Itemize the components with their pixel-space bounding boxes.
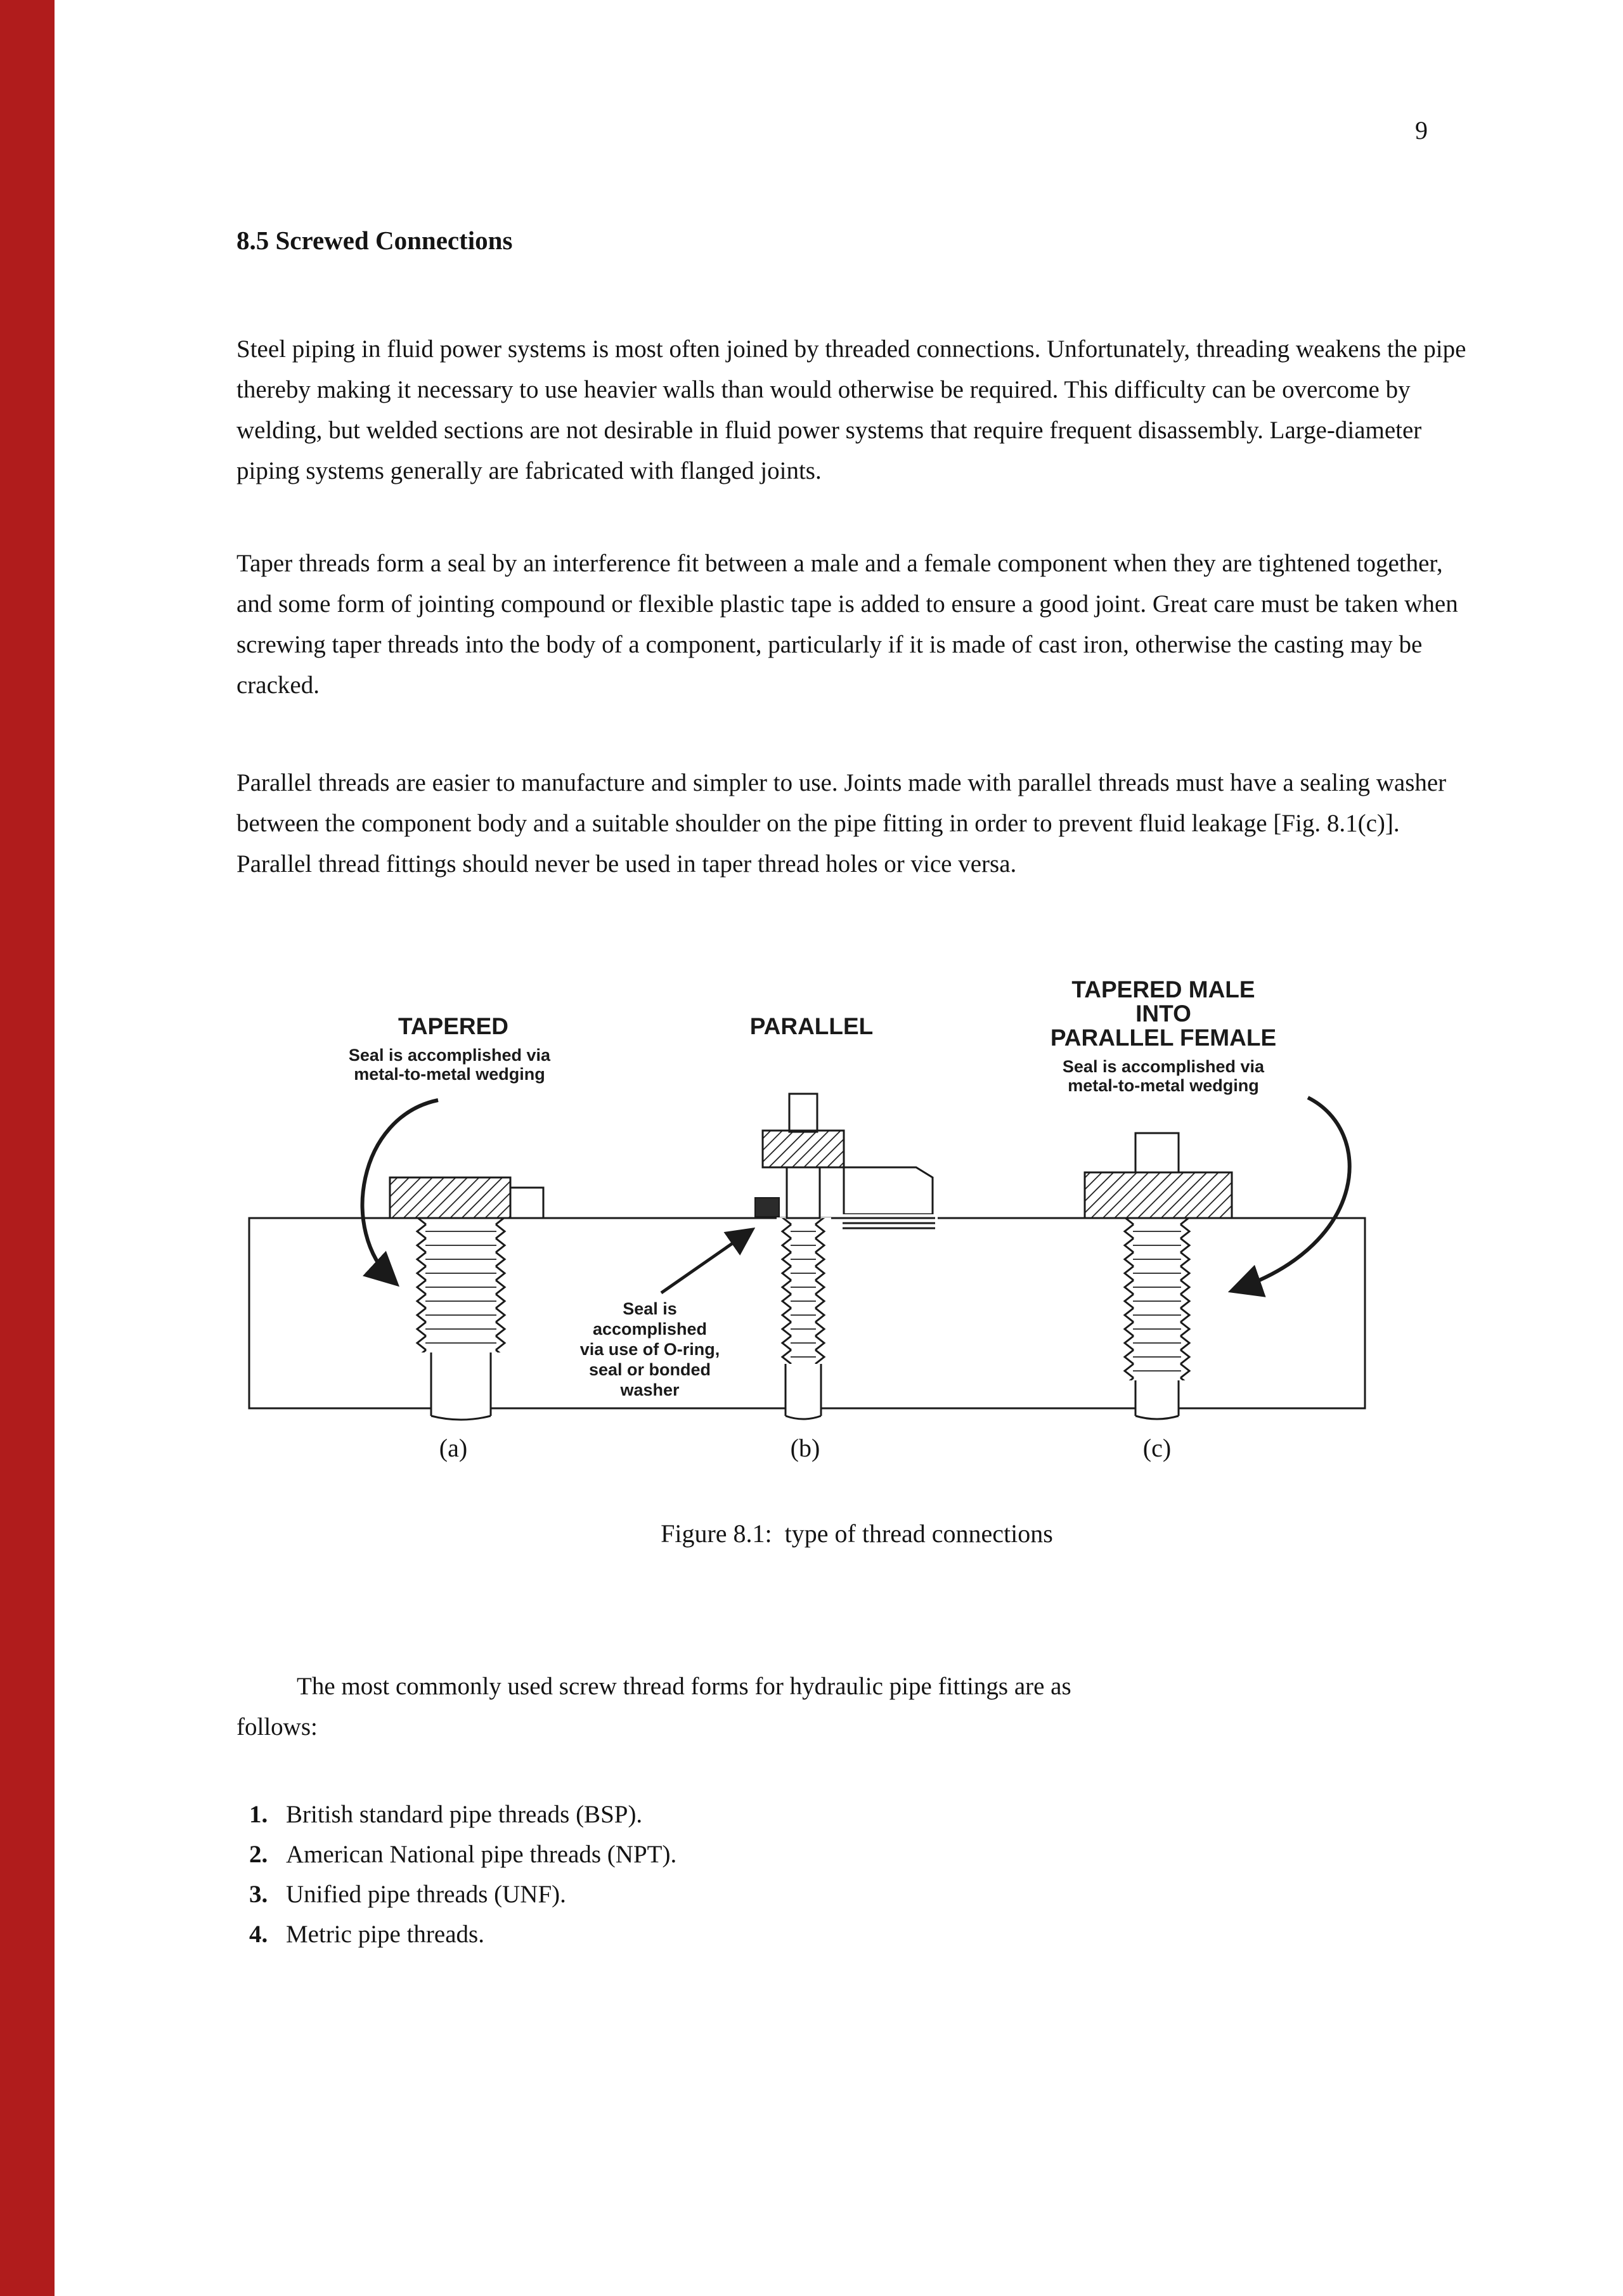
sublabel-b: (b): [790, 1434, 820, 1462]
list-item-number: 4.: [249, 1921, 268, 1948]
page-accent-bar: [0, 0, 55, 2296]
o-ring-seal: [755, 1198, 779, 1217]
label-parallel-female-seal-line2: metal-to-metal wedging: [1068, 1076, 1259, 1095]
pipe-stub: [789, 1094, 817, 1132]
label-oring-seal-line2: accomplished: [592, 1320, 708, 1339]
paragraph-4-line-2: follows:: [236, 1713, 318, 1741]
paragraph-thread-forms-intro: [236, 1666, 1477, 1748]
list-item-text: Unified pipe threads (UNF).: [286, 1881, 566, 1908]
fitting-flange-hatched: [1085, 1172, 1232, 1218]
fitting-head-hatched: [390, 1177, 510, 1218]
list-item: [236, 1874, 1477, 1914]
list-item: [236, 1794, 1477, 1834]
fitting-nut-hatched: [763, 1131, 844, 1167]
list-item: [236, 1914, 1477, 1954]
pipe-bore-mask: [1135, 1380, 1179, 1416]
sublabel-c: (c): [1142, 1434, 1172, 1462]
label-oring-seal-line4: seal or bonded: [588, 1360, 711, 1379]
page-number: 9: [1415, 116, 1428, 145]
label-oring-seal-line5: washer: [620, 1380, 680, 1399]
label-tapered-male-line3: PARALLEL FEMALE: [1050, 1025, 1277, 1051]
list-item-text: American National pipe threads (NPT).: [286, 1841, 677, 1868]
list-item: [236, 1834, 1477, 1874]
section-heading: 8.5 Screwed Connections: [236, 226, 513, 255]
sublabel-a: (a): [439, 1434, 468, 1462]
figure-caption: Figure 8.1: type of thread connections: [661, 1519, 1053, 1548]
fitting-neck: [787, 1167, 820, 1218]
thread-core: [1133, 1218, 1181, 1380]
fitting-head-step: [510, 1188, 543, 1218]
document-page: [236, 0, 1477, 1954]
paragraph-taper-threads: Taper threads form a seal by an interference fit between a male and a female component when they are tightened together, and some form of jointing compound or flexible plastic tape is added to ensure a good joint. Great care must be taken when screwing taper threads into the body of a component, particularly if it is made of cast iron, otherwise the casting may be cracked.: [236, 550, 1458, 699]
thread-forms-list: [236, 1794, 1477, 1954]
fitting-stem: [1135, 1133, 1179, 1172]
list-item-text: British standard pipe threads (BSP).: [286, 1801, 643, 1828]
list-item-number: 1.: [249, 1801, 268, 1828]
pipe-bore-mask: [786, 1364, 821, 1416]
paragraph-parallel-threads: Parallel threads are easier to manufacture and simpler to use. Joints made with parallel threads must have a sealing washer between the component body and a suitable shoulder on the pipe fitting in order to prevent fluid leakage [Fig. 8.1(c)]. Parallel thread fittings should never be used in taper thread holes or vice versa.: [236, 769, 1447, 878]
label-oring-seal-line3: via use of O-ring,: [579, 1340, 720, 1359]
pipe-end-curve: [786, 1416, 821, 1419]
label-tapered-male-line1: TAPERED MALE: [1071, 976, 1255, 1002]
hex-head: [844, 1167, 933, 1214]
pipe-bore-mask: [431, 1352, 491, 1416]
pipe-end-curve: [1135, 1416, 1179, 1419]
label-tapered: TAPERED: [398, 1013, 509, 1039]
thread-right-edge: [1180, 1218, 1191, 1380]
thread-right-edge: [815, 1218, 826, 1364]
label-parallel: PARALLEL: [749, 1013, 874, 1039]
thread-left-edge: [415, 1218, 427, 1352]
thread-left-edge: [780, 1218, 792, 1364]
list-item-number: 3.: [249, 1881, 268, 1908]
thread-left-edge: [1123, 1218, 1134, 1380]
list-item-text: Metric pipe threads.: [286, 1921, 484, 1948]
pipe-end-curve: [431, 1416, 491, 1420]
thread-right-edge: [495, 1218, 507, 1352]
label-tapered-seal-line1: Seal is accomplished via: [348, 1046, 551, 1065]
thread-connections-diagram: [244, 945, 1373, 1472]
paragraph-steel-piping: Steel piping in fluid power systems is most often joined by threaded connections. Unfortunately, threading weakens the pipe thereby making it necessary to use heavier walls than would otherwise be required. This difficulty can be overcome by welding, but welded sections are not desirable in fluid power systems that require frequent disassembly. Large-diameter piping systems generally are fabricated with flanged joints.: [236, 335, 1466, 484]
thread-core: [791, 1218, 816, 1364]
paragraph-4-line-1: The most commonly used screw thread forms for hydraulic pipe fittings are as: [297, 1673, 1071, 1700]
label-tapered-male-line2: INTO: [1135, 1001, 1191, 1027]
thread-core: [425, 1218, 496, 1352]
label-oring-seal-line1: Seal is: [623, 1299, 677, 1318]
list-item-number: 2.: [249, 1841, 268, 1868]
label-tapered-seal-line2: metal-to-metal wedging: [354, 1065, 545, 1084]
label-parallel-female-seal-line1: Seal is accomplished via: [1062, 1057, 1265, 1076]
figure-8-1: [244, 945, 1373, 1472]
